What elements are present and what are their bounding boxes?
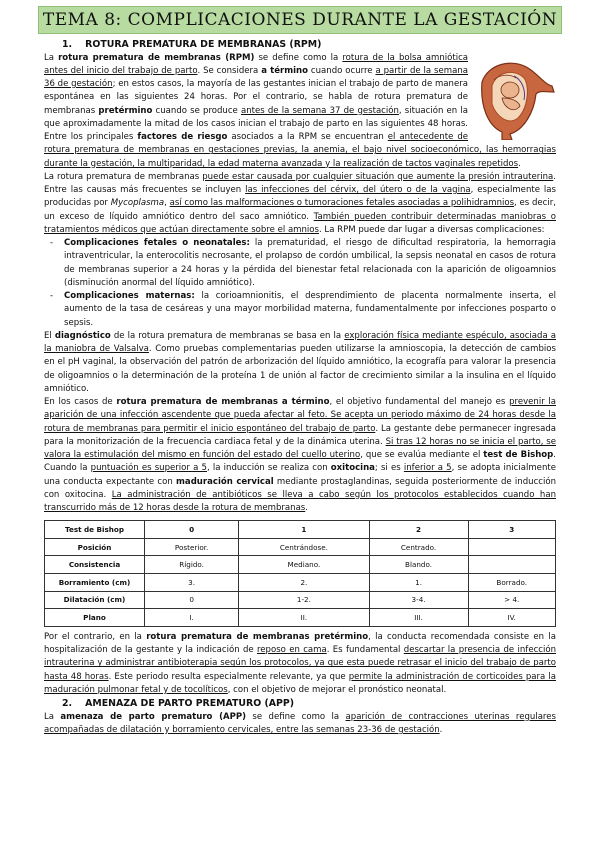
table-row-header: Consistencia: [45, 556, 145, 574]
table-cell: 0: [145, 591, 239, 609]
paragraph-app-definition: La amenaza de parto prematuro (APP) se define como la aparición de contracciones uterinas regulares acompañadas de dilatación y borramiento cervicales, entre las semanas 23-36 de gestación.: [44, 711, 556, 735]
paragraph-rpm-term-management: En los casos de rotura prematura de membranas a término, el objetivo fundamental del manejo es prevenir la aparición de una infección ascendente que pueda afectar al feto. Se acepta un periodo máximo de 24 horas desde la rotura de membranas para permitir el inicio espontáneo del trabajo de parto. La gestante debe permanecer ingresada para la monitorización de la frecuencia cardiaca fetal y de la dinámica uterina. Si tras 12 horas no se inicia el parto, se valora la estimulación del mismo en función del estado del cuello uterino, que se evalúa mediante el test de Bishop. Cuando la puntuación es superior a 5, la inducción se realiza con oxitocina; si es inferior a 5, se adopta inicialmente una conducta expectante con maduración cervical mediante prostaglandinas, seguida posteriormente de inducción con oxitocina. La administración de antibióticos se lleva a cabo según los protocolos establecidos cuando han transcurrido más de 12 horas desde la rotura de membranas.: [44, 397, 557, 513]
bishop-table: [44, 520, 556, 627]
table-cell: 1.: [369, 574, 468, 592]
table-cell: 3.: [145, 574, 239, 592]
table-cell: Centrándose.: [239, 538, 369, 556]
list-item: - Complicaciones maternas: la corioamnionitis, el desprendimiento de placenta normalmente inserta, el aumento de la tasa de cesáreas y una mayor morbilidad materna, fundamentalmente por infecciones posparto o sepsis.: [64, 290, 556, 330]
table-cell: IV.: [468, 609, 556, 627]
uterus-illustration: [474, 56, 556, 140]
table-cell: > 4.: [468, 591, 556, 609]
table-cell: [468, 538, 556, 556]
table-row: [45, 609, 556, 627]
table-header-row: [45, 521, 556, 539]
table-header-cell: 1: [239, 521, 369, 539]
table-cell: 1-2.: [239, 591, 369, 609]
section-heading-rpm: 1. ROTURA PREMATURA DE MEMBRANAS (RPM): [62, 39, 322, 50]
table-header-cell: 0: [145, 521, 239, 539]
page-title: TEMA 8: COMPLICACIONES DURANTE LA GESTACIÓN: [38, 6, 562, 34]
table-cell: II.: [239, 609, 369, 627]
document-body: [44, 38, 556, 737]
table-row-header: Dilatación (cm): [45, 591, 145, 609]
table-cell: I.: [145, 609, 239, 627]
table-cell: Blando.: [369, 556, 468, 574]
table-row: [45, 556, 556, 574]
table-row: [45, 574, 556, 592]
paragraph-rpm-diagnosis: El diagnóstico de la rotura prematura de membranas se basa en la exploración física mediante espéculo, asociada a la maniobra de Valsalva. Como pruebas complementarias pueden utilizarse la amnioscopia, la detección de cambios en el pH vaginal, la observación del patrón de arborización del líquido amniótico, la ecografía para valorar la presencia de oligoamnios o la determinación de la proteína 1 de unión al factor de crecimiento similar a la insulina en el líquido amniótico.: [44, 330, 556, 394]
list-item: - Complicaciones fetales o neonatales: la prematuridad, el riesgo de dificultad respiratoria, la hemorragia intraventricular, la enterocolitis necrosante, el prolapso de cordón umbilical, la sepsis neonatal en casos de rotura de membranas superior a 24 horas y la pérdida del bienestar fetal relacionada con la aparición de oligoamnios (disminución anormal del líquido amniótico).: [64, 237, 556, 290]
paragraph-rpm-preterm-management: Por el contrario, en la rotura prematura de membranas pretérmino, la conducta recomendada consiste en la hospitalización de la gestante y la indicación de reposo en cama. Es fundamental descartar la presencia de infección intrauterina y administrar antibioterapia según los protocolos, ya que esta puede retrasar el inicio del trabajo de parto hasta 48 horas. Este periodo resulta especialmente relevante, ya que permite la administración de corticoides para la maduración pulmonar fetal y de tocolíticos, con el objetivo de mejorar el pronóstico neonatal.: [44, 631, 556, 695]
table-row-header: Plano: [45, 609, 145, 627]
table-cell: Centrado.: [369, 538, 468, 556]
paragraph-rpm-causes: La rotura prematura de membranas puede estar causada por cualquier situación que aumente la presión intrauterina. Entre las causas más frecuentes se incluyen las infecciones del cérvix, del útero o de la vagina, especialmente las producidas por Mycoplasma, así como las malformaciones o tumoraciones fetales asociadas a polihidramnios, es decir, un exceso de líquido amniótico dentro del saco amniótico. También pueden contribuir determinadas maniobras o tratamientos médicos que actúan directamente sobre el amnios. La RPM puede dar lugar a diversas complicaciones:: [44, 171, 556, 235]
table-cell: Mediano.: [239, 556, 369, 574]
table-cell: Rígido.: [145, 556, 239, 574]
table-row-header: Posición: [45, 538, 145, 556]
table-cell: Borrado.: [468, 574, 556, 592]
table-header-cell: 2: [369, 521, 468, 539]
table-cell: 3-4.: [369, 591, 468, 609]
table-row: [45, 591, 556, 609]
table-header-cell: 3: [468, 521, 556, 539]
table-row-header: Borramiento (cm): [45, 574, 145, 592]
complications-list: [44, 237, 556, 330]
table-row: [45, 538, 556, 556]
table-cell: Posterior.: [145, 538, 239, 556]
table-header-cell: Test de Bishop: [45, 521, 145, 539]
section-heading-app: 2. AMENAZA DE PARTO PREMATURO (APP): [62, 698, 295, 710]
table-cell: III.: [369, 609, 468, 627]
table-cell: [468, 556, 556, 574]
table-cell: 2.: [239, 574, 369, 592]
paragraph-rpm-definition: La rotura prematura de membranas (RPM) se define como la rotura de la bolsa amniótica antes del inicio del trabajo de parto. Se considera a término cuando ocurre a partir de la semana 36 de gestación; en estos casos, la mayoría de las gestantes inician el trabajo de parto de manera espontánea en las siguientes 24 horas. Por el contrario, se habla de rotura prematura de membranas pretérmino cuando se produce antes de la semana 37 de gestación, situación en la que aproximadamente la mitad de los casos inician el trabajo de parto en las siguientes 48 horas. Entre los principales factores de riesgo asociados a la RPM se encuentran el antecedente de rotura prematura de membranas en gestaciones previas, la anemia, el bajo nivel socioeconómico, las hemorragias durante la gestación, la multiparidad, la edad materna avanzada y la realización de tactos vaginales repetidos.: [44, 52, 556, 169]
